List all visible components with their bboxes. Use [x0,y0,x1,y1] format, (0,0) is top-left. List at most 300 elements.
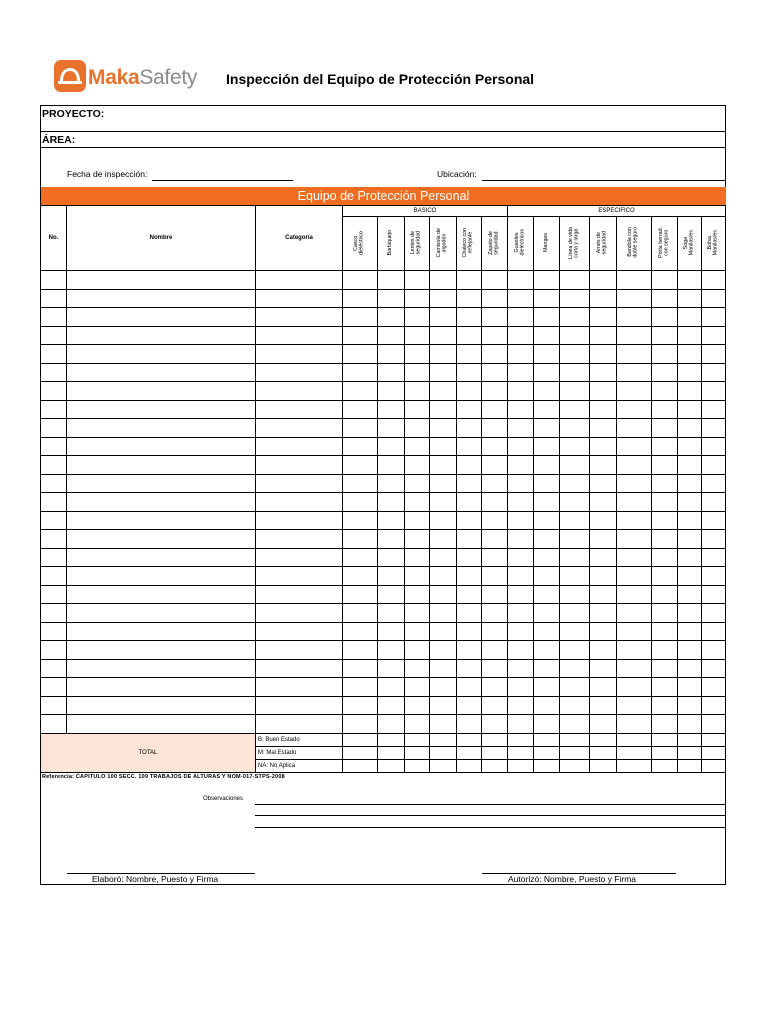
ppe-check-cell[interactable] [652,271,678,290]
row-number-cell[interactable] [41,289,67,308]
ppe-check-cell[interactable] [378,548,405,567]
ppe-check-cell[interactable] [343,715,378,734]
ppe-check-cell[interactable] [343,604,378,623]
ppe-check-cell[interactable] [617,548,652,567]
ppe-check-cell[interactable] [702,696,726,715]
observaciones-line[interactable] [255,815,726,816]
ppe-check-cell[interactable] [482,308,508,327]
ppe-check-cell[interactable] [617,585,652,604]
ppe-check-cell[interactable] [405,585,430,604]
row-number-cell[interactable] [41,715,67,734]
total-count-cell[interactable] [617,746,652,759]
ppe-check-cell[interactable] [590,400,617,419]
nombre-cell[interactable] [67,456,256,475]
ppe-check-cell[interactable] [590,271,617,290]
ppe-check-cell[interactable] [457,548,482,567]
ppe-check-cell[interactable] [457,326,482,345]
ppe-check-cell[interactable] [430,604,457,623]
ppe-check-cell[interactable] [508,678,534,697]
ppe-check-cell[interactable] [560,696,590,715]
total-count-cell[interactable] [508,746,534,759]
row-number-cell[interactable] [41,585,67,604]
ppe-check-cell[interactable] [678,659,702,678]
nombre-cell[interactable] [67,271,256,290]
ppe-check-cell[interactable] [560,456,590,475]
total-count-cell[interactable] [378,733,405,746]
total-count-cell[interactable] [482,759,508,772]
ppe-check-cell[interactable] [534,659,560,678]
ppe-check-cell[interactable] [534,585,560,604]
ppe-check-cell[interactable] [534,289,560,308]
ppe-check-cell[interactable] [482,474,508,493]
ppe-check-cell[interactable] [405,715,430,734]
total-count-cell[interactable] [405,746,430,759]
ppe-check-cell[interactable] [702,604,726,623]
categoria-cell[interactable] [256,696,343,715]
ppe-check-cell[interactable] [343,622,378,641]
row-number-cell[interactable] [41,511,67,530]
ppe-check-cell[interactable] [378,271,405,290]
ppe-check-cell[interactable] [378,419,405,438]
ppe-check-cell[interactable] [405,622,430,641]
ppe-check-cell[interactable] [378,382,405,401]
ppe-check-cell[interactable] [678,622,702,641]
nombre-cell[interactable] [67,585,256,604]
ppe-check-cell[interactable] [652,419,678,438]
ppe-check-cell[interactable] [678,345,702,364]
ppe-check-cell[interactable] [378,308,405,327]
ppe-check-cell[interactable] [617,641,652,660]
ppe-check-cell[interactable] [560,715,590,734]
ppe-check-cell[interactable] [590,326,617,345]
ppe-check-cell[interactable] [482,437,508,456]
ppe-check-cell[interactable] [702,382,726,401]
ppe-check-cell[interactable] [702,530,726,549]
ppe-check-cell[interactable] [702,659,726,678]
ppe-check-cell[interactable] [430,326,457,345]
nombre-cell[interactable] [67,382,256,401]
ppe-check-cell[interactable] [678,696,702,715]
ppe-check-cell[interactable] [508,548,534,567]
ppe-check-cell[interactable] [590,696,617,715]
ppe-check-cell[interactable] [678,530,702,549]
ppe-check-cell[interactable] [560,289,590,308]
ppe-check-cell[interactable] [590,456,617,475]
ppe-check-cell[interactable] [617,400,652,419]
ppe-check-cell[interactable] [457,511,482,530]
ppe-check-cell[interactable] [508,419,534,438]
ppe-check-cell[interactable] [652,511,678,530]
ppe-check-cell[interactable] [482,289,508,308]
ppe-check-cell[interactable] [405,641,430,660]
ppe-check-cell[interactable] [343,326,378,345]
ppe-check-cell[interactable] [405,363,430,382]
ppe-check-cell[interactable] [560,437,590,456]
ppe-check-cell[interactable] [378,659,405,678]
ppe-check-cell[interactable] [678,493,702,512]
ppe-check-cell[interactable] [508,308,534,327]
ppe-check-cell[interactable] [457,678,482,697]
ppe-check-cell[interactable] [457,289,482,308]
categoria-cell[interactable] [256,437,343,456]
ppe-check-cell[interactable] [508,289,534,308]
total-count-cell[interactable] [457,759,482,772]
row-number-cell[interactable] [41,400,67,419]
ppe-check-cell[interactable] [508,271,534,290]
total-count-cell[interactable] [560,746,590,759]
ppe-check-cell[interactable] [457,456,482,475]
ppe-check-cell[interactable] [405,678,430,697]
ppe-check-cell[interactable] [430,400,457,419]
ppe-check-cell[interactable] [560,308,590,327]
row-number-cell[interactable] [41,474,67,493]
ppe-check-cell[interactable] [534,326,560,345]
ppe-check-cell[interactable] [482,345,508,364]
row-number-cell[interactable] [41,641,67,660]
ppe-check-cell[interactable] [378,530,405,549]
ppe-check-cell[interactable] [652,493,678,512]
ppe-check-cell[interactable] [590,345,617,364]
ppe-check-cell[interactable] [482,363,508,382]
ppe-check-cell[interactable] [378,474,405,493]
ppe-check-cell[interactable] [534,530,560,549]
ppe-check-cell[interactable] [590,659,617,678]
ppe-check-cell[interactable] [534,271,560,290]
categoria-cell[interactable] [256,382,343,401]
ppe-check-cell[interactable] [560,567,590,586]
total-count-cell[interactable] [343,759,378,772]
ppe-check-cell[interactable] [405,511,430,530]
total-count-cell[interactable] [678,759,702,772]
ppe-check-cell[interactable] [457,530,482,549]
ppe-check-cell[interactable] [590,419,617,438]
ppe-check-cell[interactable] [508,400,534,419]
ppe-check-cell[interactable] [702,345,726,364]
ppe-check-cell[interactable] [405,345,430,364]
ppe-check-cell[interactable] [617,604,652,623]
ppe-check-cell[interactable] [652,437,678,456]
total-count-cell[interactable] [508,733,534,746]
ppe-check-cell[interactable] [378,567,405,586]
row-number-cell[interactable] [41,622,67,641]
nombre-cell[interactable] [67,548,256,567]
ppe-check-cell[interactable] [534,400,560,419]
ppe-check-cell[interactable] [590,585,617,604]
ppe-check-cell[interactable] [560,271,590,290]
ppe-check-cell[interactable] [652,345,678,364]
row-number-cell[interactable] [41,437,67,456]
ppe-check-cell[interactable] [590,474,617,493]
nombre-cell[interactable] [67,345,256,364]
nombre-cell[interactable] [67,604,256,623]
total-count-cell[interactable] [457,746,482,759]
ppe-check-cell[interactable] [702,456,726,475]
ppe-check-cell[interactable] [617,289,652,308]
ppe-check-cell[interactable] [590,678,617,697]
row-number-cell[interactable] [41,530,67,549]
categoria-cell[interactable] [256,585,343,604]
ppe-check-cell[interactable] [678,400,702,419]
total-count-cell[interactable] [702,759,726,772]
categoria-cell[interactable] [256,622,343,641]
nombre-cell[interactable] [67,511,256,530]
ppe-check-cell[interactable] [560,493,590,512]
ppe-check-cell[interactable] [482,696,508,715]
ppe-check-cell[interactable] [534,345,560,364]
ppe-check-cell[interactable] [652,474,678,493]
ppe-check-cell[interactable] [534,696,560,715]
ppe-check-cell[interactable] [405,419,430,438]
ppe-check-cell[interactable] [457,567,482,586]
ppe-check-cell[interactable] [378,678,405,697]
nombre-cell[interactable] [67,326,256,345]
ppe-check-cell[interactable] [702,326,726,345]
categoria-cell[interactable] [256,659,343,678]
ppe-check-cell[interactable] [560,678,590,697]
ppe-check-cell[interactable] [590,567,617,586]
ppe-check-cell[interactable] [652,289,678,308]
ppe-check-cell[interactable] [457,474,482,493]
total-count-cell[interactable] [652,733,678,746]
row-number-cell[interactable] [41,659,67,678]
ppe-check-cell[interactable] [405,567,430,586]
ppe-check-cell[interactable] [560,474,590,493]
ppe-check-cell[interactable] [617,456,652,475]
row-number-cell[interactable] [41,548,67,567]
ppe-check-cell[interactable] [678,567,702,586]
ppe-check-cell[interactable] [405,659,430,678]
ppe-check-cell[interactable] [343,271,378,290]
ppe-check-cell[interactable] [678,271,702,290]
row-number-cell[interactable] [41,308,67,327]
ppe-check-cell[interactable] [378,585,405,604]
ppe-check-cell[interactable] [343,530,378,549]
ppe-check-cell[interactable] [678,474,702,493]
ppe-check-cell[interactable] [508,437,534,456]
ubicacion-field[interactable] [482,180,726,181]
ppe-check-cell[interactable] [652,363,678,382]
ppe-check-cell[interactable] [482,530,508,549]
row-number-cell[interactable] [41,326,67,345]
ppe-check-cell[interactable] [560,530,590,549]
ppe-check-cell[interactable] [652,659,678,678]
ppe-check-cell[interactable] [617,511,652,530]
ppe-check-cell[interactable] [678,289,702,308]
ppe-check-cell[interactable] [457,437,482,456]
ppe-check-cell[interactable] [590,622,617,641]
total-count-cell[interactable] [378,759,405,772]
row-number-cell[interactable] [41,604,67,623]
categoria-cell[interactable] [256,548,343,567]
ppe-check-cell[interactable] [508,641,534,660]
nombre-cell[interactable] [67,641,256,660]
ppe-check-cell[interactable] [482,271,508,290]
ppe-check-cell[interactable] [378,289,405,308]
categoria-cell[interactable] [256,530,343,549]
total-count-cell[interactable] [405,733,430,746]
nombre-cell[interactable] [67,530,256,549]
total-count-cell[interactable] [343,746,378,759]
nombre-cell[interactable] [67,400,256,419]
ppe-check-cell[interactable] [590,493,617,512]
ppe-check-cell[interactable] [678,456,702,475]
ppe-check-cell[interactable] [343,437,378,456]
ppe-check-cell[interactable] [482,641,508,660]
ppe-check-cell[interactable] [508,474,534,493]
ppe-check-cell[interactable] [534,641,560,660]
ppe-check-cell[interactable] [343,585,378,604]
ppe-check-cell[interactable] [560,548,590,567]
ppe-check-cell[interactable] [378,641,405,660]
ppe-check-cell[interactable] [560,419,590,438]
ppe-check-cell[interactable] [430,363,457,382]
ppe-check-cell[interactable] [430,622,457,641]
ppe-check-cell[interactable] [702,419,726,438]
ppe-check-cell[interactable] [457,363,482,382]
total-count-cell[interactable] [678,733,702,746]
observaciones-line[interactable] [255,804,726,805]
ppe-check-cell[interactable] [508,493,534,512]
ppe-check-cell[interactable] [343,493,378,512]
ppe-check-cell[interactable] [508,456,534,475]
ppe-check-cell[interactable] [590,604,617,623]
ppe-check-cell[interactable] [534,382,560,401]
nombre-cell[interactable] [67,678,256,697]
ppe-check-cell[interactable] [652,548,678,567]
ppe-check-cell[interactable] [378,715,405,734]
ppe-check-cell[interactable] [617,474,652,493]
total-count-cell[interactable] [378,746,405,759]
total-count-cell[interactable] [702,733,726,746]
ppe-check-cell[interactable] [405,530,430,549]
ppe-check-cell[interactable] [508,659,534,678]
ppe-check-cell[interactable] [678,548,702,567]
ppe-check-cell[interactable] [508,345,534,364]
ppe-check-cell[interactable] [482,400,508,419]
row-number-cell[interactable] [41,493,67,512]
ppe-check-cell[interactable] [457,622,482,641]
ppe-check-cell[interactable] [430,659,457,678]
nombre-cell[interactable] [67,567,256,586]
observaciones-line[interactable] [255,827,726,828]
total-count-cell[interactable] [560,733,590,746]
ppe-check-cell[interactable] [405,474,430,493]
ppe-check-cell[interactable] [617,419,652,438]
ppe-check-cell[interactable] [405,696,430,715]
ppe-check-cell[interactable] [652,696,678,715]
ppe-check-cell[interactable] [534,474,560,493]
ppe-check-cell[interactable] [617,345,652,364]
nombre-cell[interactable] [67,696,256,715]
ppe-check-cell[interactable] [482,659,508,678]
categoria-cell[interactable] [256,271,343,290]
ppe-check-cell[interactable] [405,271,430,290]
ppe-check-cell[interactable] [343,400,378,419]
ppe-check-cell[interactable] [457,271,482,290]
nombre-cell[interactable] [67,363,256,382]
ppe-check-cell[interactable] [702,308,726,327]
ppe-check-cell[interactable] [652,530,678,549]
total-count-cell[interactable] [652,746,678,759]
ppe-check-cell[interactable] [457,585,482,604]
row-number-cell[interactable] [41,345,67,364]
nombre-cell[interactable] [67,659,256,678]
ppe-check-cell[interactable] [560,622,590,641]
ppe-check-cell[interactable] [590,530,617,549]
ppe-check-cell[interactable] [678,585,702,604]
ppe-check-cell[interactable] [590,308,617,327]
ppe-check-cell[interactable] [652,382,678,401]
ppe-check-cell[interactable] [343,289,378,308]
ppe-check-cell[interactable] [430,696,457,715]
ppe-check-cell[interactable] [343,567,378,586]
ppe-check-cell[interactable] [617,493,652,512]
row-number-cell[interactable] [41,456,67,475]
ppe-check-cell[interactable] [652,641,678,660]
ppe-check-cell[interactable] [378,696,405,715]
ppe-check-cell[interactable] [343,345,378,364]
ppe-check-cell[interactable] [482,382,508,401]
ppe-check-cell[interactable] [702,437,726,456]
ppe-check-cell[interactable] [678,678,702,697]
ppe-check-cell[interactable] [617,382,652,401]
ppe-check-cell[interactable] [405,604,430,623]
ppe-check-cell[interactable] [652,715,678,734]
nombre-cell[interactable] [67,715,256,734]
ppe-check-cell[interactable] [678,382,702,401]
total-count-cell[interactable] [482,733,508,746]
categoria-cell[interactable] [256,308,343,327]
ppe-check-cell[interactable] [378,363,405,382]
total-count-cell[interactable] [560,759,590,772]
ppe-check-cell[interactable] [652,308,678,327]
ppe-check-cell[interactable] [617,363,652,382]
ppe-check-cell[interactable] [617,567,652,586]
row-number-cell[interactable] [41,419,67,438]
ppe-check-cell[interactable] [430,345,457,364]
total-count-cell[interactable] [457,733,482,746]
categoria-cell[interactable] [256,678,343,697]
ppe-check-cell[interactable] [617,622,652,641]
total-count-cell[interactable] [482,746,508,759]
nombre-cell[interactable] [67,622,256,641]
ppe-check-cell[interactable] [378,604,405,623]
ppe-check-cell[interactable] [430,289,457,308]
ppe-check-cell[interactable] [652,400,678,419]
nombre-cell[interactable] [67,493,256,512]
ppe-check-cell[interactable] [534,604,560,623]
ppe-check-cell[interactable] [678,641,702,660]
total-count-cell[interactable] [534,733,560,746]
ppe-check-cell[interactable] [508,604,534,623]
ppe-check-cell[interactable] [457,308,482,327]
ppe-check-cell[interactable] [508,363,534,382]
ppe-check-cell[interactable] [405,437,430,456]
ppe-check-cell[interactable] [482,715,508,734]
ppe-check-cell[interactable] [702,715,726,734]
ppe-check-cell[interactable] [430,585,457,604]
ppe-check-cell[interactable] [702,400,726,419]
ppe-check-cell[interactable] [560,345,590,364]
ppe-check-cell[interactable] [482,493,508,512]
ppe-check-cell[interactable] [378,326,405,345]
total-count-cell[interactable] [702,746,726,759]
ppe-check-cell[interactable] [343,308,378,327]
ppe-check-cell[interactable] [617,326,652,345]
ppe-check-cell[interactable] [652,678,678,697]
ppe-check-cell[interactable] [343,419,378,438]
ppe-check-cell[interactable] [343,474,378,493]
